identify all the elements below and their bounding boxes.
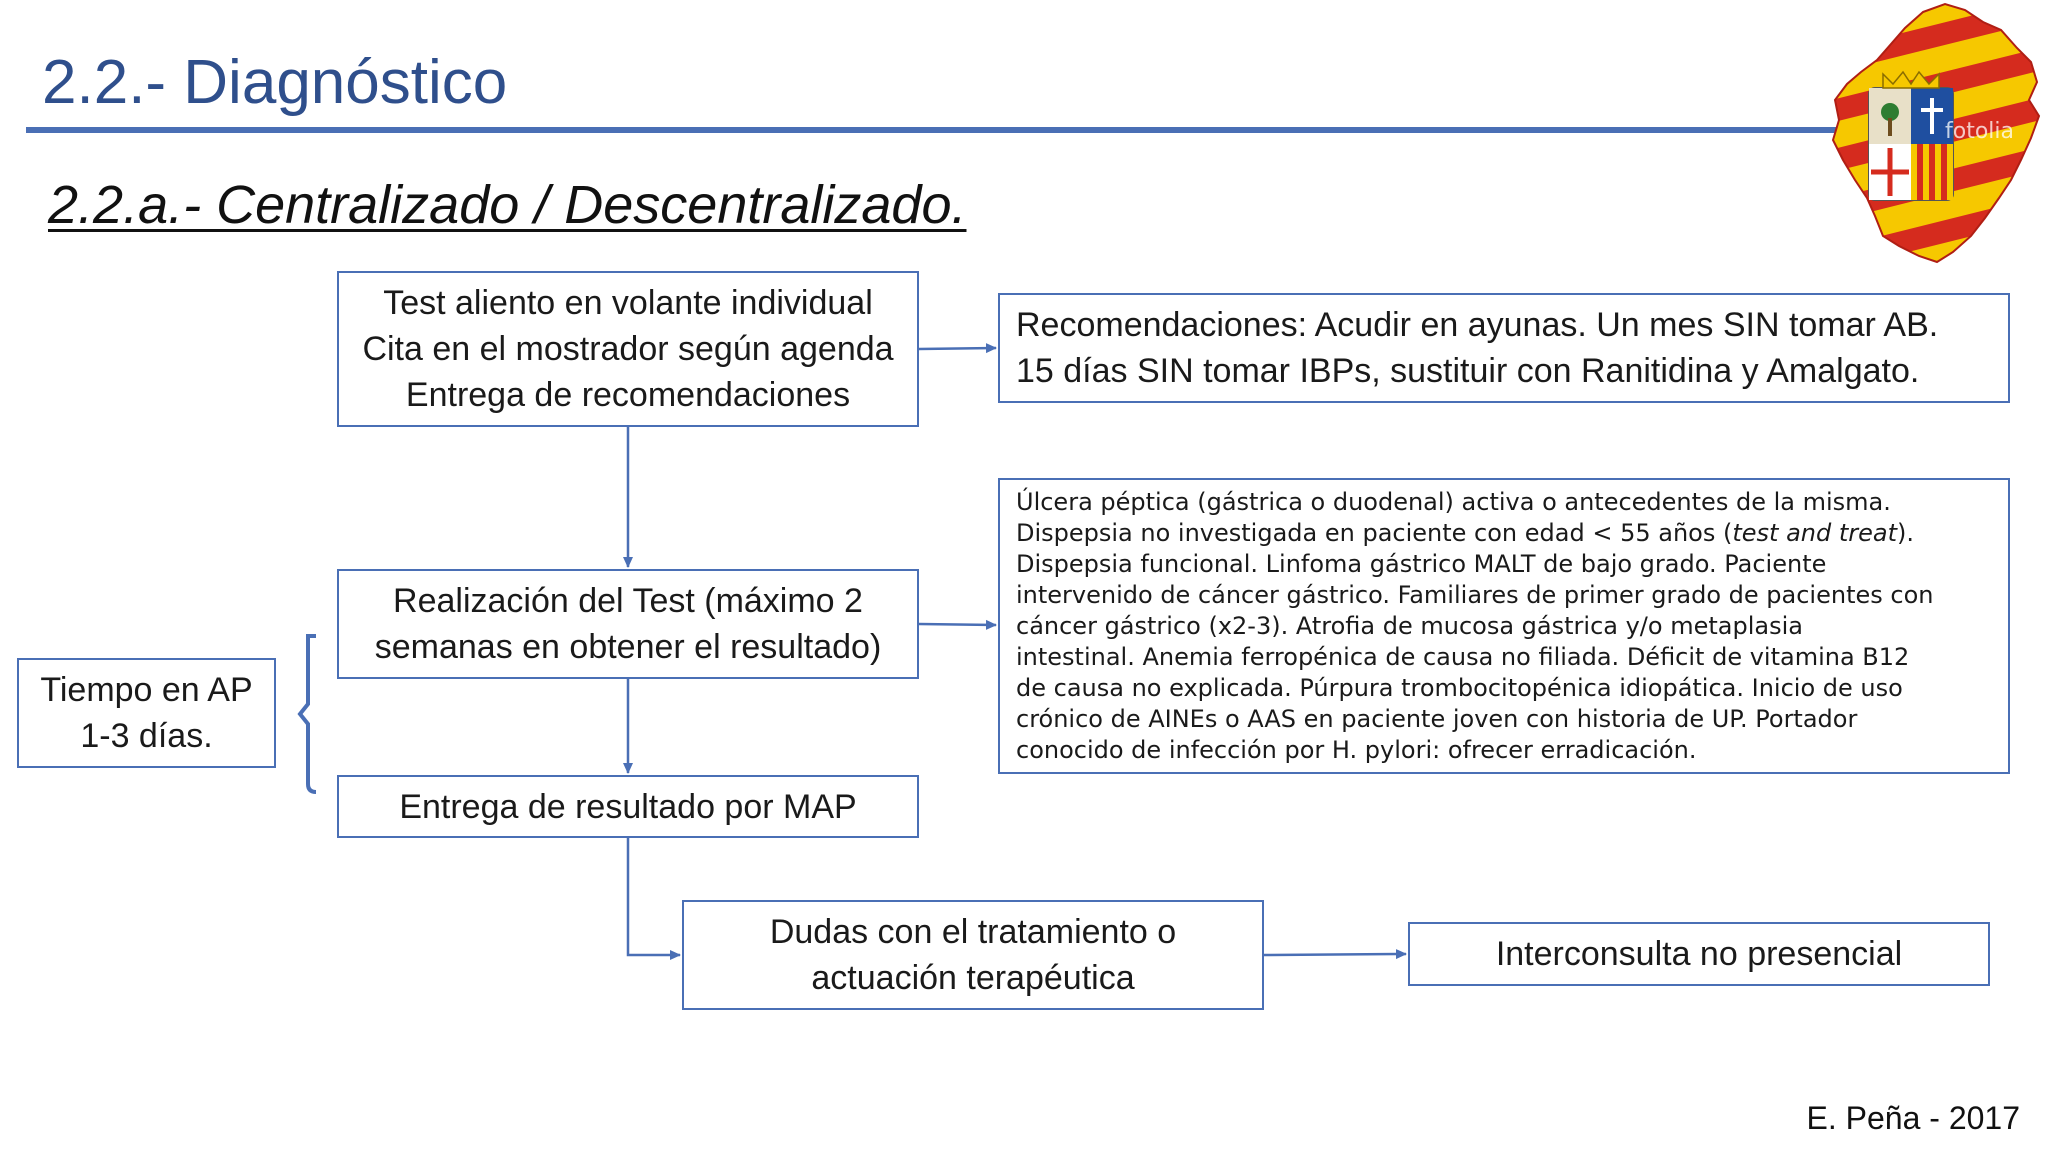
node-interconsulta [1408,922,1990,986]
node-text: de causa no explicada. Púrpura trombocitopénica idiopática. Inicio de uso [1016,673,1903,702]
node-indicaciones [998,478,2010,774]
text-emphasis: test and treat [1732,518,1898,547]
node-text: Entrega de recomendaciones [405,376,851,414]
node-text: Cita en el mostrador según agenda [362,330,894,368]
node-test-aliento [337,271,919,427]
node-realizacion-test [337,569,919,679]
bracket-tiempo [300,636,316,792]
node-text: 1-3 días. [80,717,213,755]
arrow-test-to-recomendaciones [919,348,996,349]
node-text: intestinal. Anemia ferropénica de causa no filiada. Déficit de vitamina B12 [1016,642,1910,671]
node-text: cáncer gástrico (x2-3). Atrofia de mucosa gástrica y/o metaplasia [1016,611,1803,640]
node-tiempo-ap [17,658,276,768]
node-text: Test aliento en volante individual [383,284,873,322]
aragon-map-flag-icon [1825,0,2048,270]
node-text: Entrega de resultado por MAP [399,787,857,826]
author-footer: E. Peña - 2017 [1806,1100,2020,1136]
node-text: intervenido de cáncer gástrico. Familiares de primer grado de pacientes con [1016,580,1934,609]
logo-watermark: fotolia [1945,119,2014,144]
node-text: crónico de AINEs o AAS en paciente joven con historia de UP. Portador [1016,704,1858,733]
node-dudas-tratamiento [682,900,1264,1010]
node-text: Dispepsia funcional. Linfoma gástrico MALT de bajo grado. Paciente [1016,549,1827,578]
node-entrega-resultado [337,775,919,838]
node-text: Recomendaciones: Acudir en ayunas. Un mes SIN tomar AB. [1016,306,1939,344]
node-text: 15 días SIN tomar IBPs, sustituir con Ranitidina y Amalgato. [1016,352,1920,390]
text-fragment: Dispepsia no investigada en paciente con edad < 55 años ( [1016,518,1733,547]
node-text: Dudas con el tratamiento o [769,913,1177,951]
node-text: Realización del Test (máximo 2 [393,582,863,620]
slide-subtitle: 2.2.a.- Centralizado / Descentralizado. [48,175,967,235]
arrow-dudas-to-interconsulta [1264,954,1406,955]
arrow-realizacion-to-indicaciones [919,624,996,625]
node-text: conocido de infección por H. pylori: ofrecer erradicación. [1016,735,1697,764]
node-text: Úlcera péptica (gástrica o duodenal) activa o antecedentes de la misma. [1016,487,1891,516]
node-text [1016,518,1933,549]
text-fragment: ). [1897,518,1915,547]
coat-of-arms [1869,72,1953,200]
arrow-entrega-to-dudas [628,838,680,955]
node-text: semanas en obtener el resultado) [374,628,882,666]
slide-title: 2.2.- Diagnóstico [42,48,508,117]
node-text: Tiempo en AP [40,671,253,709]
node-text: actuación terapéutica [811,959,1135,997]
node-recomendaciones [998,293,2010,403]
node-text: Interconsulta no presencial [1495,935,1903,973]
